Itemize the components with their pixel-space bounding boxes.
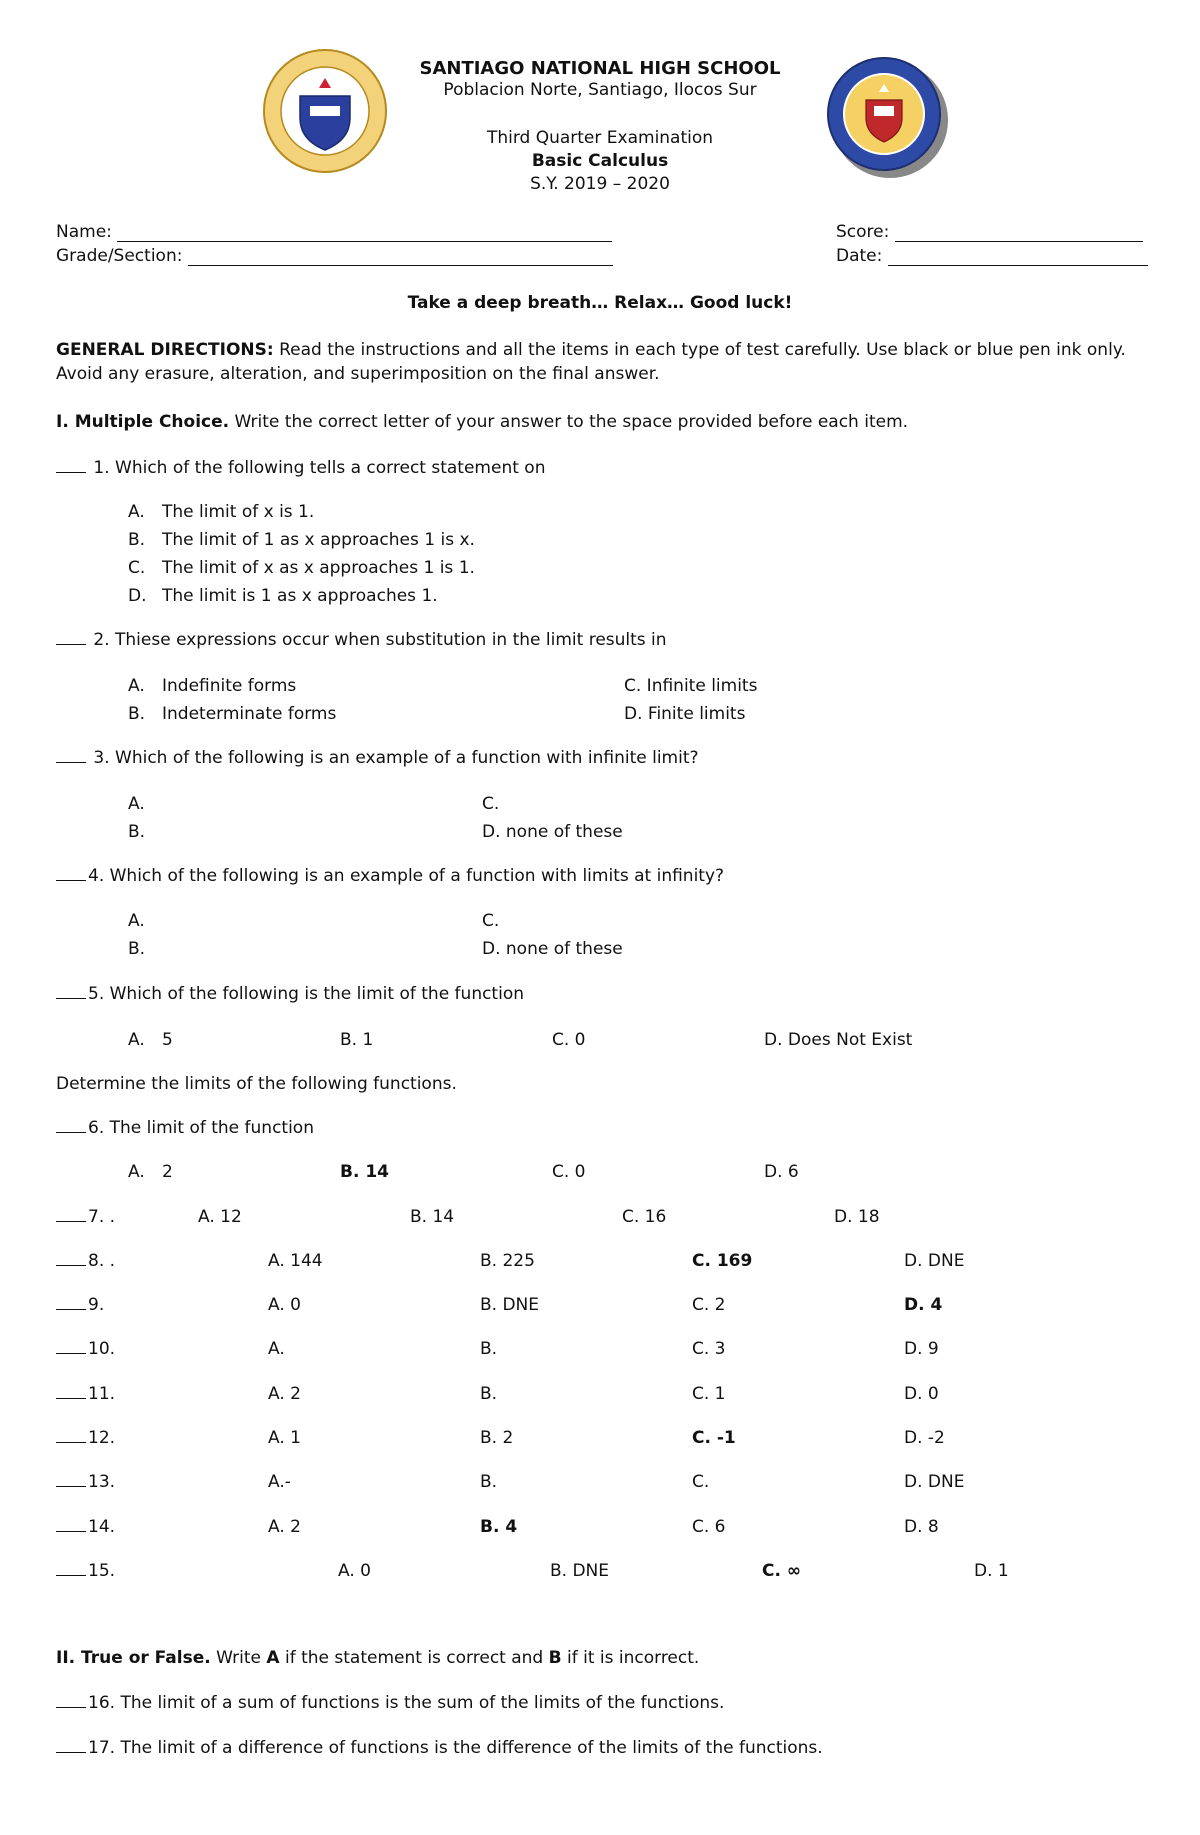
option-1c-text: The limit of x as x approaches 1 is 1.: [162, 558, 475, 578]
option-14c: C. 6: [692, 1517, 726, 1537]
option-6c: C. 0: [552, 1162, 586, 1182]
score-line: [895, 241, 1143, 242]
question-11: [56, 1384, 115, 1404]
directions-text: Read the instructions and all the items in each type of test carefully. Use black or blue pen ink only.: [273, 340, 1126, 360]
option-14d: D. 8: [904, 1517, 939, 1537]
part2-text-post: if it is incorrect.: [561, 1648, 700, 1668]
question-4: [56, 866, 724, 886]
answer-blank[interactable]: [56, 1251, 86, 1266]
date-label: Date:: [836, 246, 883, 266]
option-7b: B. 14: [410, 1207, 455, 1227]
option-9b: B. DNE: [480, 1295, 540, 1315]
option-3b: B.: [128, 822, 146, 842]
question-9: [56, 1295, 104, 1315]
option-letter: D.: [128, 586, 147, 606]
part1-instructions: Write the correct letter of your answer to the space provided before each item.: [229, 412, 909, 432]
grade-section-field[interactable]: [56, 246, 613, 266]
answer-blank[interactable]: [56, 1384, 86, 1399]
question-6: [56, 1118, 314, 1138]
option-13c: C.: [692, 1472, 710, 1492]
answer-blank[interactable]: [56, 630, 86, 645]
option-4d: D. none of these: [482, 939, 623, 959]
option-15c: C. ∞: [762, 1561, 802, 1581]
date-field[interactable]: [836, 246, 1148, 266]
option-10a: A.: [268, 1339, 285, 1359]
question-17: [56, 1738, 823, 1758]
option-3a: A.: [128, 794, 145, 814]
option-5b: B. 1: [340, 1030, 374, 1050]
question-8: [56, 1251, 115, 1271]
part2-true-letter: A: [266, 1648, 280, 1668]
option-11d: D. 0: [904, 1384, 939, 1404]
question-text: 6. The limit of the function: [88, 1118, 314, 1138]
general-directions: [56, 340, 1126, 360]
question-7: [56, 1207, 115, 1227]
question-5: [56, 984, 524, 1004]
option-12a: A. 1: [268, 1428, 301, 1448]
answer-blank[interactable]: [56, 1561, 86, 1576]
motto: Take a deep breath… Relax… Good luck!: [407, 293, 793, 313]
answer-blank[interactable]: [56, 984, 86, 999]
option-11c: C. 1: [692, 1384, 726, 1404]
question-number: 8. .: [88, 1251, 116, 1271]
option-12b: B. 2: [480, 1428, 514, 1448]
option-15b: B. DNE: [550, 1561, 610, 1581]
option-2a: A.: [128, 676, 145, 696]
option-5a: A.: [128, 1030, 145, 1050]
option-8b: B. 225: [480, 1251, 535, 1271]
option-1d-text: The limit is 1 as x approaches 1.: [162, 586, 438, 606]
option-2a-text: Indefinite forms: [162, 676, 297, 696]
option-9a: A. 0: [268, 1295, 301, 1315]
option-12d: D. -2: [904, 1428, 945, 1448]
school-address: Poblacion Norte, Santiago, Ilocos Sur: [443, 80, 757, 100]
name-line: [117, 241, 612, 242]
option-4c: C.: [482, 911, 500, 931]
option-6d: D. 6: [764, 1162, 799, 1182]
question-number: 15.: [88, 1561, 116, 1581]
option-2b-text: Indeterminate forms: [162, 704, 337, 724]
option-1d: [128, 586, 147, 606]
option-13a: A.-: [268, 1472, 291, 1492]
question-number: 9.: [88, 1295, 105, 1315]
answer-blank[interactable]: [56, 1207, 86, 1222]
answer-blank[interactable]: [56, 1472, 86, 1487]
question-text: 3. Which of the following is an example of a function with infinite limit?: [88, 748, 699, 768]
question-10: [56, 1339, 115, 1359]
part2-text-pre: Write: [210, 1648, 267, 1668]
question-13: [56, 1472, 115, 1492]
question-number: 12.: [88, 1428, 116, 1448]
subject-title: Basic Calculus: [531, 151, 669, 171]
school-name: SANTIAGO NATIONAL HIGH SCHOOL: [419, 58, 781, 79]
option-8d: D. DNE: [904, 1251, 965, 1271]
part2-label: II. True or False.: [56, 1648, 211, 1668]
question-16: [56, 1693, 724, 1713]
option-9d: D. 4: [904, 1295, 943, 1315]
grade-section-label: Grade/Section:: [56, 246, 183, 266]
exam-title: Third Quarter Examination: [486, 128, 714, 148]
option-14a: A. 2: [268, 1517, 301, 1537]
school-year: S.Y. 2019 – 2020: [530, 174, 670, 194]
question-text: 16. The limit of a sum of functions is the sum of the limits of the functions.: [88, 1693, 725, 1713]
score-field[interactable]: [836, 222, 1143, 242]
question-14: [56, 1517, 115, 1537]
option-7c: C. 16: [622, 1207, 667, 1227]
option-8a: A. 144: [268, 1251, 323, 1271]
option-1b: [128, 530, 145, 550]
question-text: 17. The limit of a difference of functions is the difference of the limits of the functions.: [88, 1738, 823, 1758]
school-seal-logo: [820, 50, 950, 180]
option-6b: B. 14: [340, 1162, 389, 1182]
question-number: 10.: [88, 1339, 116, 1359]
score-label: Score:: [836, 222, 890, 242]
option-13b: B.: [480, 1472, 498, 1492]
option-5c: C. 0: [552, 1030, 586, 1050]
option-15a: A. 0: [338, 1561, 371, 1581]
option-7a: A. 12: [198, 1207, 242, 1227]
option-6a: A.: [128, 1162, 145, 1182]
directions-label: GENERAL DIRECTIONS:: [56, 340, 274, 360]
question-number: 13.: [88, 1472, 116, 1492]
option-7d: D. 18: [834, 1207, 880, 1227]
question-15: [56, 1561, 115, 1581]
question-text: 1. Which of the following tells a correct statement on: [88, 458, 546, 478]
option-5a-value: 5: [162, 1030, 173, 1050]
question-text: 5. Which of the following is the limit of the function: [88, 984, 524, 1004]
answer-blank[interactable]: [56, 1693, 86, 1708]
option-5d: D. Does Not Exist: [764, 1030, 913, 1050]
question-12: [56, 1428, 115, 1448]
answer-blank[interactable]: [56, 1517, 86, 1532]
option-11b: B.: [480, 1384, 498, 1404]
part2-text-mid: if the statement is correct and: [279, 1648, 549, 1668]
option-14b: B. 4: [480, 1517, 518, 1537]
answer-blank[interactable]: [56, 458, 86, 473]
option-1a-text: The limit of x is 1.: [162, 502, 315, 522]
option-13d: D. DNE: [904, 1472, 965, 1492]
answer-blank[interactable]: [56, 1295, 86, 1310]
answer-blank[interactable]: [56, 866, 86, 881]
answer-blank[interactable]: [56, 748, 86, 763]
answer-blank[interactable]: [56, 1738, 86, 1753]
question-number: 14.: [88, 1517, 116, 1537]
option-letter: B.: [128, 530, 146, 550]
question-2: [56, 630, 667, 650]
option-4a: A.: [128, 911, 145, 931]
part2-false-letter: B: [548, 1648, 562, 1668]
option-8c: C. 169: [692, 1251, 753, 1271]
part2-heading: [56, 1648, 699, 1668]
option-10d: D. 9: [904, 1339, 939, 1359]
option-2b: B.: [128, 704, 146, 724]
date-line: [888, 265, 1148, 266]
question-number: 11.: [88, 1384, 116, 1404]
option-3c: C.: [482, 794, 500, 814]
question-3: [56, 748, 699, 768]
question-number: 7. .: [88, 1207, 116, 1227]
option-10b: B.: [480, 1339, 498, 1359]
question-text: 4. Which of the following is an example of a function with limits at infinity?: [88, 866, 725, 886]
option-10c: C. 3: [692, 1339, 726, 1359]
option-9c: C. 2: [692, 1295, 726, 1315]
option-15d: D. 1: [974, 1561, 1009, 1581]
option-2c: C. Infinite limits: [624, 676, 758, 696]
option-12c: C. -1: [692, 1428, 736, 1448]
deped-seal-logo: [262, 48, 388, 174]
answer-blank[interactable]: [56, 1118, 86, 1133]
option-2d: D. Finite limits: [624, 704, 746, 724]
option-letter: C.: [128, 558, 146, 578]
name-field[interactable]: [56, 222, 612, 242]
option-6a-value: 2: [162, 1162, 173, 1182]
name-label: Name:: [56, 222, 112, 242]
option-4b: B.: [128, 939, 146, 959]
determine-instructions: Determine the limits of the following functions.: [56, 1074, 457, 1094]
option-1a: [128, 502, 145, 522]
part1-heading: [56, 412, 908, 432]
option-letter: A.: [128, 502, 145, 522]
question-1: [56, 458, 545, 478]
answer-blank[interactable]: [56, 1339, 86, 1354]
option-1b-text: The limit of 1 as x approaches 1 is x.: [162, 530, 475, 550]
directions-text-2: Avoid any erasure, alteration, and superimposition on the final answer.: [56, 364, 660, 384]
answer-blank[interactable]: [56, 1428, 86, 1443]
option-1c: [128, 558, 145, 578]
grade-section-line: [188, 265, 613, 266]
question-text: 2. Thiese expressions occur when substitution in the limit results in: [88, 630, 667, 650]
part1-label: I. Multiple Choice.: [56, 412, 230, 432]
option-3d: D. none of these: [482, 822, 623, 842]
option-11a: A. 2: [268, 1384, 301, 1404]
